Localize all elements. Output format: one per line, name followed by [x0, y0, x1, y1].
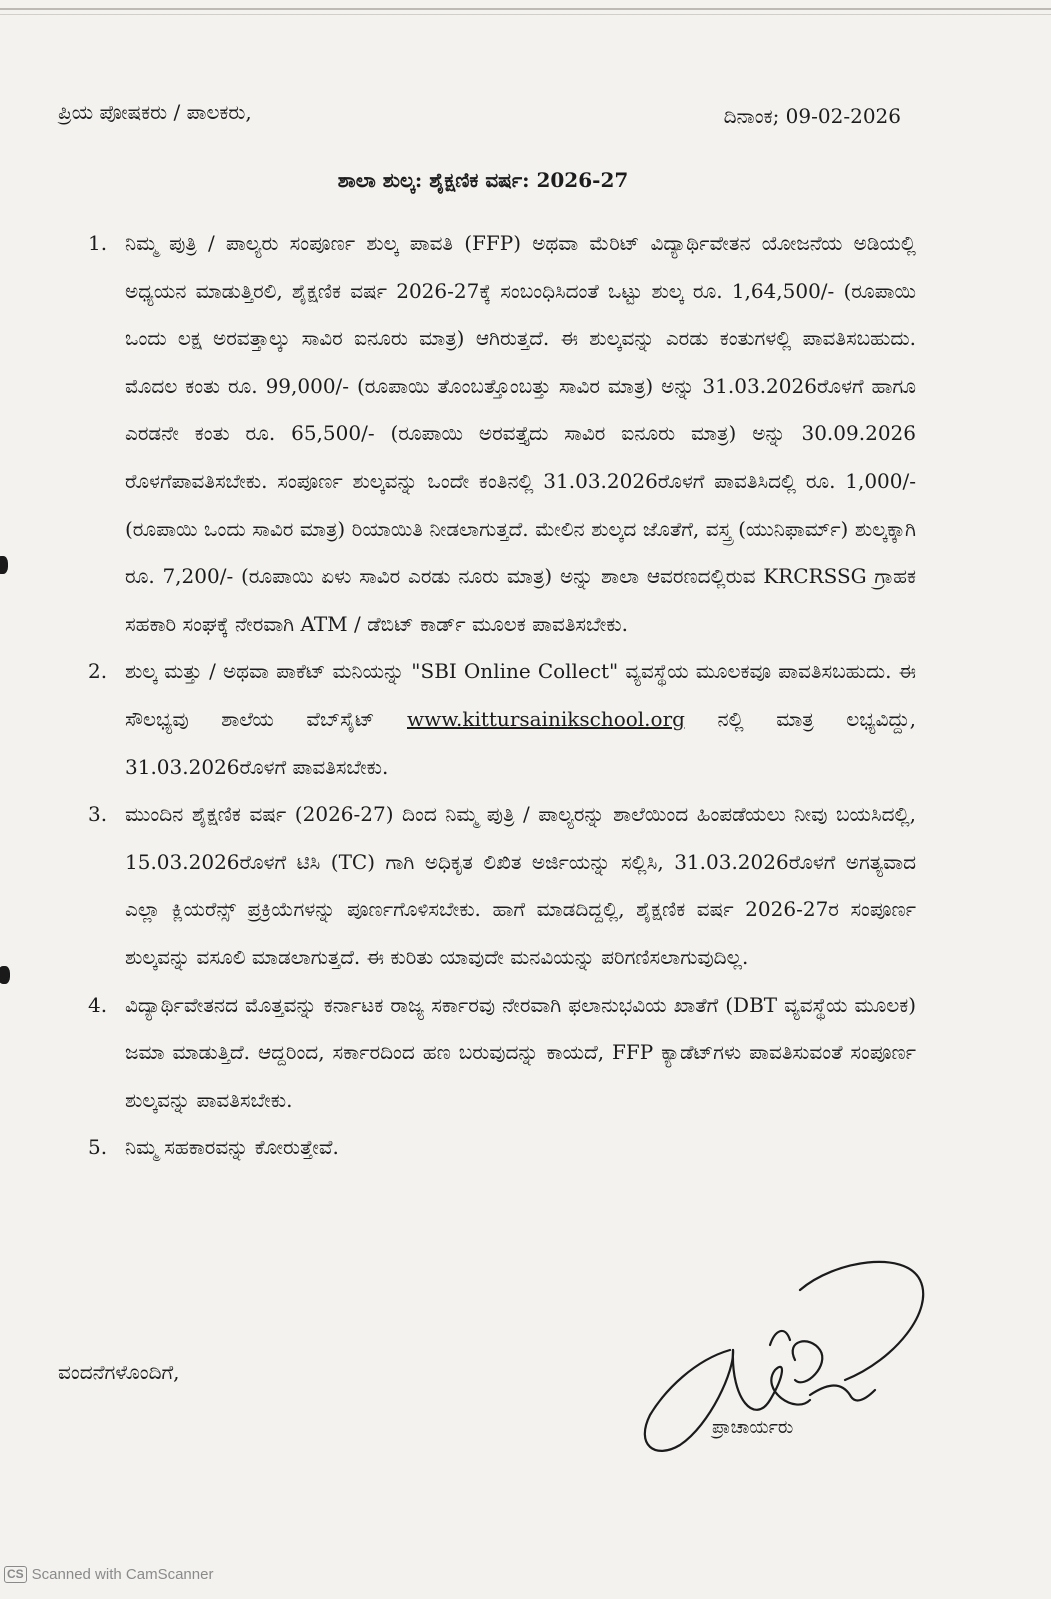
- item-text: ನಿಮ್ಮ ಪುತ್ರಿ / ಪಾಲ್ಯರು ಸಂಪೂರ್ಣ ಶುಲ್ಕ ಪಾವತಿ (FFP) ಅಥವಾ ಮೆರಿಟ್ ವಿದ್ಯಾರ್ಥಿವೇತನ ಯೋಜನೆಯ ಅಡಿಯಲ್ಲಿ ಅಧ್ಯಯನ ಮಾಡುತ್ತಿರಲಿ, ಶೈಕ್ಷಣಿಕ ವರ್ಷ 2026-27ಕ್ಕೆ ಸಂಬಂಧಿಸಿದಂತೆ ಒಟ್ಟು ಶುಲ್ಕ ರೂ. 1,64,500/- (ರೂಪಾಯಿ ಒಂದು ಲಕ್ಷ ಅರವತ್ತಾಲ್ಕು ಸಾವಿರ ಐನೂರು ಮಾತ್ರ) ಆಗಿರುತ್ತದೆ. ಈ ಶುಲ್ಕವನ್ನು ಎರಡು ಕಂತುಗಳಲ್ಲಿ ಪಾವತಿಸಬಹುದು. ಮೊದಲ ಕಂತು ರೂ. 99,000/- (ರೂಪಾಯಿ ತೊಂಬತ್ತೊಂಬತ್ತು ಸಾವಿರ ಮಾತ್ರ) ಅನ್ನು 31.03.2026ರೊಳಗೆ ಹಾಗೂ ಎರಡನೇ ಕಂತು ರೂ. 65,500/- (ರೂಪಾಯಿ ಅರವತ್ತೈದು ಸಾವಿರ ಐನೂರು ಮಾತ್ರ) ಅನ್ನು 30.09.2026 ರೊಳಗೆಪಾವತಿಸಬೇಕು. ಸಂಪೂರ್ಣ ಶುಲ್ಕವನ್ನು ಒಂದೇ ಕಂತಿನಲ್ಲಿ 31.03.2026ರೊಳಗೆ ಪಾವತಿಸಿದಲ್ಲಿ ರೂ. 1,000/- (ರೂಪಾಯಿ ಒಂದು ಸಾವಿರ ಮಾತ್ರ) ರಿಯಾಯಿತಿ ನೀಡಲಾಗುತ್ತದೆ. ಮೇಲಿನ ಶುಲ್ಕದ ಜೊತೆಗೆ, ವಸ್ತ್ರ (ಯುನಿಫಾರ್ಮ್) ಶುಲ್ಕಕ್ಕಾಗಿ ರೂ. 7,200/- (ರೂಪಾಯಿ ಏಳು ಸಾವಿರ ಎರಡು ನೂರು ಮಾತ್ರ) ಅನ್ನು ಶಾಲಾ ಆವರಣದಲ್ಲಿರುವ KRCRSSG ಗ್ರಾಹಕ ಸಹಕಾರಿ ಸಂಘಕ್ಕೆ ನೇರವಾಗಿ ATM / ಡೆಬಿಟ್ ಕಾರ್ಡ್ ಮೂಲಕ ಪಾವತಿಸಬೇಕು.: [125, 231, 916, 636]
- camscanner-logo: CS: [4, 1566, 27, 1583]
- letter-date: ದಿನಾಂಕ; 09-02-2026: [723, 104, 901, 128]
- top-border-line: [0, 8, 1051, 10]
- top-border-line-secondary: [0, 14, 1051, 15]
- item-text: ಮುಂದಿನ ಶೈಕ್ಷಣಿಕ ವರ್ಷ (2026-27) ದಿಂದ ನಿಮ್ಮ ಪುತ್ರಿ / ಪಾಲ್ಯರನ್ನು ಶಾಲೆಯಿಂದ ಹಿಂಪಡೆಯಲು ನೀವು ಬಯಸಿದಲ್ಲಿ, 15.03.2026ರೊಳಗೆ ಟಿಸಿ (TC) ಗಾಗಿ ಅಧಿಕೃತ ಲಿಖಿತ ಅರ್ಜಿಯನ್ನು ಸಲ್ಲಿಸಿ, 31.03.2026ರೊಳಗೆ ಅಗತ್ಯವಾದ ಎಲ್ಲಾ ಕ್ಲಿಯರೆನ್ಸ್ ಪ್ರಕ್ರಿಯೆಗಳನ್ನು ಪೂರ್ಣಗೊಳಿಸಬೇಕು. ಹಾಗೆ ಮಾಡದಿದ್ದಲ್ಲಿ, ಶೈಕ್ಷಣಿಕ ವರ್ಷ 2026-27ರ ಸಂಪೂರ್ಣ ಶುಲ್ಕವನ್ನು ವಸೂಲಿ ಮಾಡಲಾಗುತ್ತದೆ. ಈ ಕುರಿತು ಯಾವುದೇ ಮನವಿಯನ್ನು ಪರಿಗಣಿಸಲಾಗುವುದಿಲ್ಲ.: [125, 802, 916, 969]
- signatory-designation: ಪ್ರಾಚಾರ್ಯರು: [712, 1417, 794, 1438]
- list-item-2: [80, 648, 916, 791]
- punch-hole-mark: [0, 556, 8, 574]
- list-item-1: [80, 220, 916, 648]
- item-number: 5.: [88, 1135, 108, 1160]
- item-number: 1.: [88, 231, 108, 255]
- scanner-watermark: [4, 1566, 213, 1583]
- item-number: 3.: [88, 802, 108, 827]
- letter-subject: ಶಾಲಾ ಶುಲ್ಕ: ಶೈಕ್ಷಣಿಕ ವರ್ಷ: 2026-27: [337, 168, 629, 192]
- scanner-text: Scanned with CamScanner: [31, 1566, 214, 1583]
- list-item-4: [80, 982, 916, 1125]
- punch-hole-mark: [0, 966, 10, 984]
- item-text-before-link: ಶುಲ್ಕ ಮತ್ತು / ಅಥವಾ ಪಾಕೆಟ್ ಮನಿಯನ್ನು "SBI Online Collect" ವ್ಯವಸ್ಥೆಯ ಮೂಲಕವೂ ಪಾವತಿಸಬಹುದು. ಈ ಸೌಲಭ್ಯವು ಶಾಲೆಯ ವೆಬ್‌ಸೈಟ್: [125, 659, 916, 731]
- signature-image: [635, 1250, 945, 1480]
- item-text: ನಿಮ್ಮ ಸಹಕಾರವನ್ನು ಕೋರುತ್ತೇವೆ.: [125, 1135, 339, 1160]
- closing-phrase: ವಂದನೆಗಳೊಂದಿಗೆ,: [58, 1360, 180, 1384]
- item-text-after-link: ನಲ್ಲಿ ಮಾತ್ರ ಲಭ್ಯವಿದ್ದು, 31.03.2026ರೊಳಗೆ ಪಾವತಿಸಬೇಕು.: [125, 706, 916, 779]
- item-number: 2.: [88, 659, 108, 684]
- salutation: ಪ್ರಿಯ ಪೋಷಕರು / ಪಾಲಕರು,: [58, 100, 252, 124]
- school-website-link[interactable]: www.kittursainikschool.org: [407, 706, 685, 731]
- item-text: ವಿದ್ಯಾರ್ಥಿವೇತನದ ಮೊತ್ತವನ್ನು ಕರ್ನಾಟಕ ರಾಜ್ಯ ಸರ್ಕಾರವು ನೇರವಾಗಿ ಫಲಾನುಭವಿಯ ಖಾತೆಗೆ (DBT ವ್ಯವಸ್ಥೆಯ ಮೂಲಕ) ಜಮಾ ಮಾಡುತ್ತಿದೆ. ಆದ್ದರಿಂದ, ಸರ್ಕಾರದಿಂದ ಹಣ ಬರುವುದನ್ನು ಕಾಯದೆ, FFP ಕ್ಯಾಡೆಟ್‌ಗಳು ಪಾವತಿಸುವಂತೆ ಸಂಪೂರ್ಣ ಶುಲ್ಕವನ್ನು ಪಾವತಿಸಬೇಕು.: [125, 992, 916, 1112]
- list-item-5: [80, 1124, 916, 1172]
- notice-list: [80, 220, 916, 1172]
- list-item-3: [80, 791, 916, 981]
- item-number: 4.: [88, 992, 108, 1017]
